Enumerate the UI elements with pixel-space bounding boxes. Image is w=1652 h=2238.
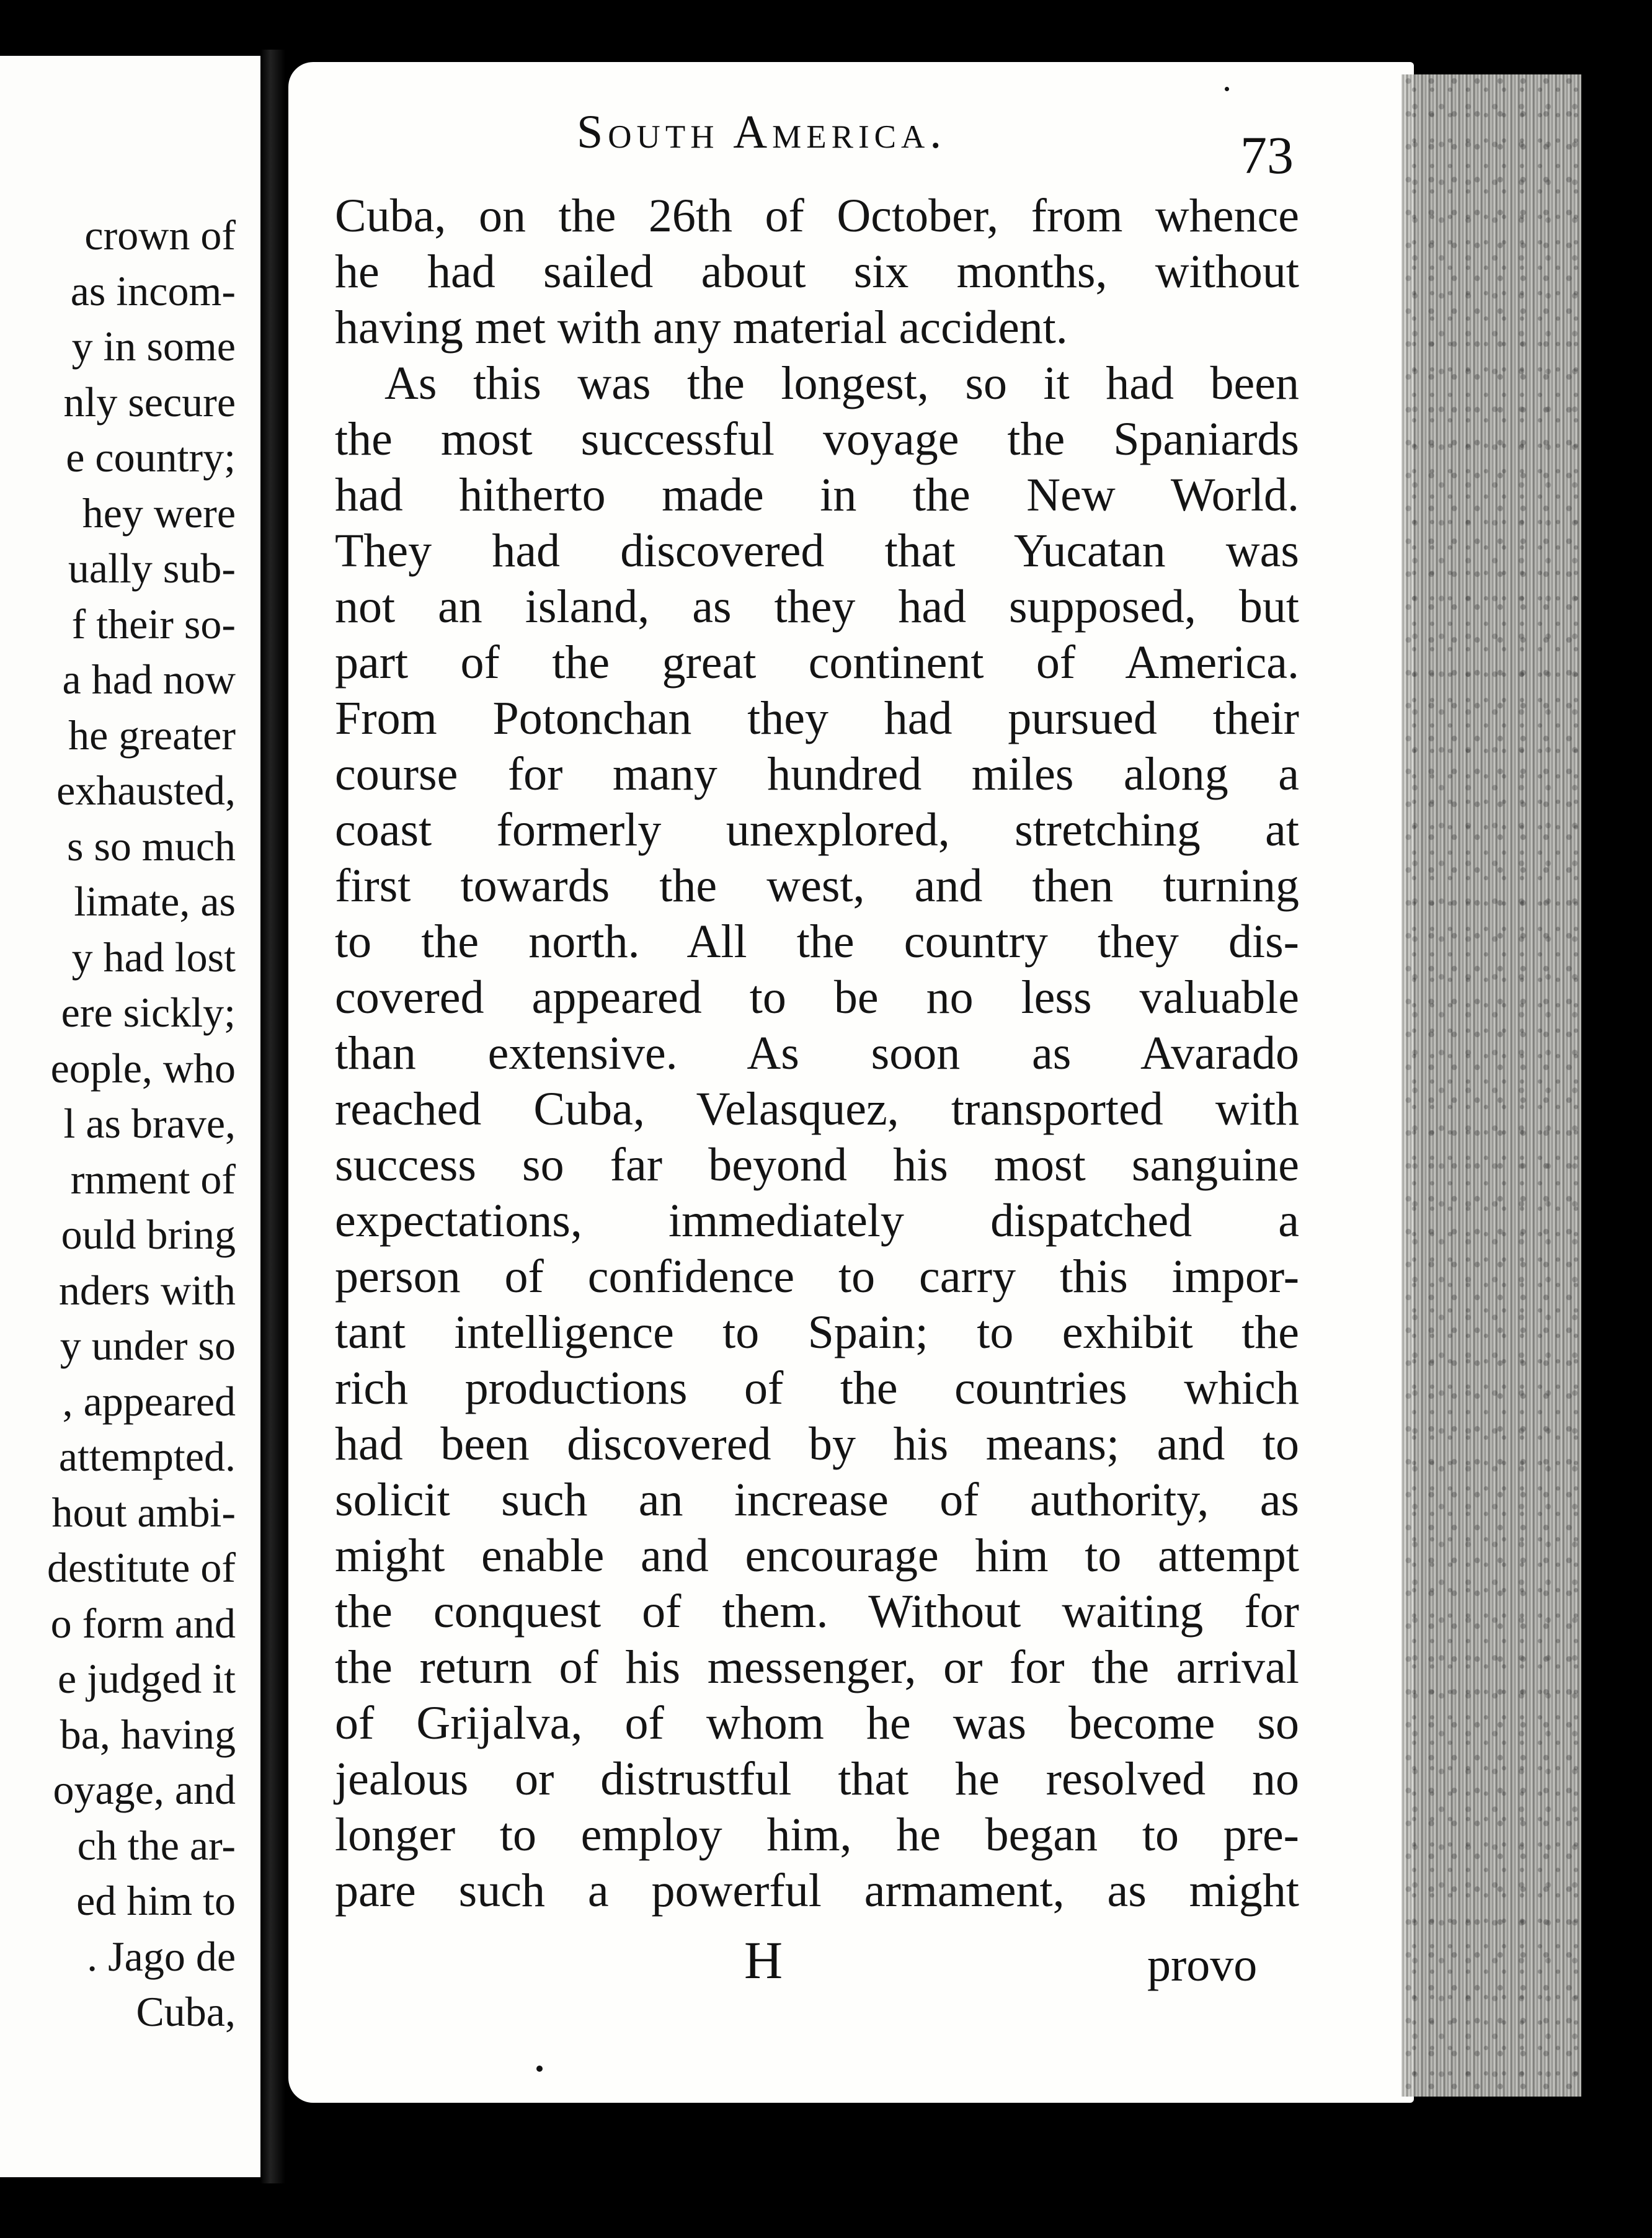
ink-speck [536,2066,543,2072]
text-line: not an island, as they had supposed, but [335,581,1299,633]
text-line: having met with any material accident. [335,301,1068,354]
text-line: From Potonchan they had pursued their [335,692,1299,744]
text-line: rich productions of the countries which [335,1362,1299,1414]
text-line: the conquest of them. Without waiting for [335,1585,1299,1638]
previous-page-line: hout ambi- [51,1488,236,1536]
text-line: As this was the longest, so it had been [384,357,1299,409]
text-line: the most successful voyage the Spaniards [335,413,1299,465]
page-edge-texture [1401,74,1581,2097]
text-line: solicit such an increase of authority, as [335,1474,1299,1526]
previous-page-line: f their so- [71,600,236,648]
previous-page-line: nders with [58,1266,236,1314]
page-edges [1401,74,1581,2097]
previous-page-line: . Jago de [87,1932,236,1980]
signature-mark: H [744,1930,783,1990]
previous-page-line: rnment of [70,1155,236,1203]
text-line: part of the great continent of America. [335,636,1299,689]
running-title: South America. [577,106,947,158]
previous-page-line: y under so [60,1322,236,1369]
page-number: 73 [1240,125,1294,185]
text-line: the return of his messenger, or for the arrival [335,1641,1299,1693]
text-line: course for many hundred miles along a [335,748,1299,800]
previous-page-line: l as brave, [63,1100,236,1147]
text-line: than extensive. As soon as Avarado [335,1027,1299,1079]
previous-page-line: exhausted, [56,767,236,814]
previous-page-line: oyage, and [53,1766,236,1813]
previous-page-line: , appeared [62,1377,236,1425]
previous-page-line: hey were [82,489,236,537]
text-line: expectations, immediately dispatched a [335,1195,1299,1247]
text-line: They had discovered that Yucatan was [335,525,1299,577]
text-line: person of confidence to carry this impor- [335,1251,1299,1303]
text-line: success so far beyond his most sanguine [335,1139,1299,1191]
previous-page-line: a had now [62,656,236,703]
text-line: longer to employ him, he began to pre- [335,1809,1299,1861]
ink-speck [1225,87,1229,91]
previous-page-line: ually sub- [68,545,236,592]
book-gutter [260,50,285,2183]
previous-page-line: o form and [50,1599,236,1647]
text-line: jealous or distrustful that he resolved no [335,1753,1299,1805]
previous-page-line: ch the ar- [77,1821,236,1869]
text-line: Cuba, on the 26th of October, from whence [335,190,1299,242]
previous-page-line: Cuba, [136,1988,236,2035]
previous-page-text [47,208,236,2040]
text-line: to the north. All the country they dis- [335,916,1299,968]
previous-page-line: limate, as [74,878,236,925]
page-body-text [335,188,1299,1919]
previous-page-line: eople, who [50,1044,236,1092]
text-line: he had sailed about six months, without [335,246,1299,298]
previous-page-line: e country; [66,434,236,481]
text-line: might enable and encourage him to attempt [335,1530,1299,1582]
text-line: of Grijalva, of whom he was become so [335,1697,1299,1749]
previous-page-line: destitute of [47,1544,236,1591]
previous-page-line: ere sickly; [61,989,236,1036]
catchword: provo [1147,1939,1258,1991]
previous-page-fragment [0,56,267,2177]
text-line: coast formerly unexplored, stretching at [335,804,1299,856]
previous-page-line: attempted. [58,1433,236,1480]
text-line: pare such a powerful armament, as might [335,1865,1299,1917]
text-line: reached Cuba, Velasquez, transported with [335,1083,1299,1135]
previous-page-line: ould bring [61,1211,236,1258]
text-line: tant intelligence to Spain; to exhibit the [335,1306,1299,1358]
previous-page-line: e judged it [57,1655,236,1702]
previous-page-line: nly secure [63,378,236,426]
previous-page-line: ba, having [60,1710,236,1758]
previous-page-line: y had lost [71,933,236,981]
previous-page-line: crown of [84,212,236,259]
previous-page-line: s so much [67,822,236,870]
previous-page-line: he greater [68,711,236,759]
previous-page-line: as incom- [70,267,236,314]
text-line: first towards the west, and then turning [335,860,1299,912]
previous-page-line: ed him to [76,1877,236,1924]
text-line: covered appeared to be no less valuable [335,971,1299,1023]
previous-page-line: y in some [71,323,236,370]
text-line: had been discovered by his means; and to [335,1418,1299,1470]
text-line: had hitherto made in the New World. [335,469,1299,521]
